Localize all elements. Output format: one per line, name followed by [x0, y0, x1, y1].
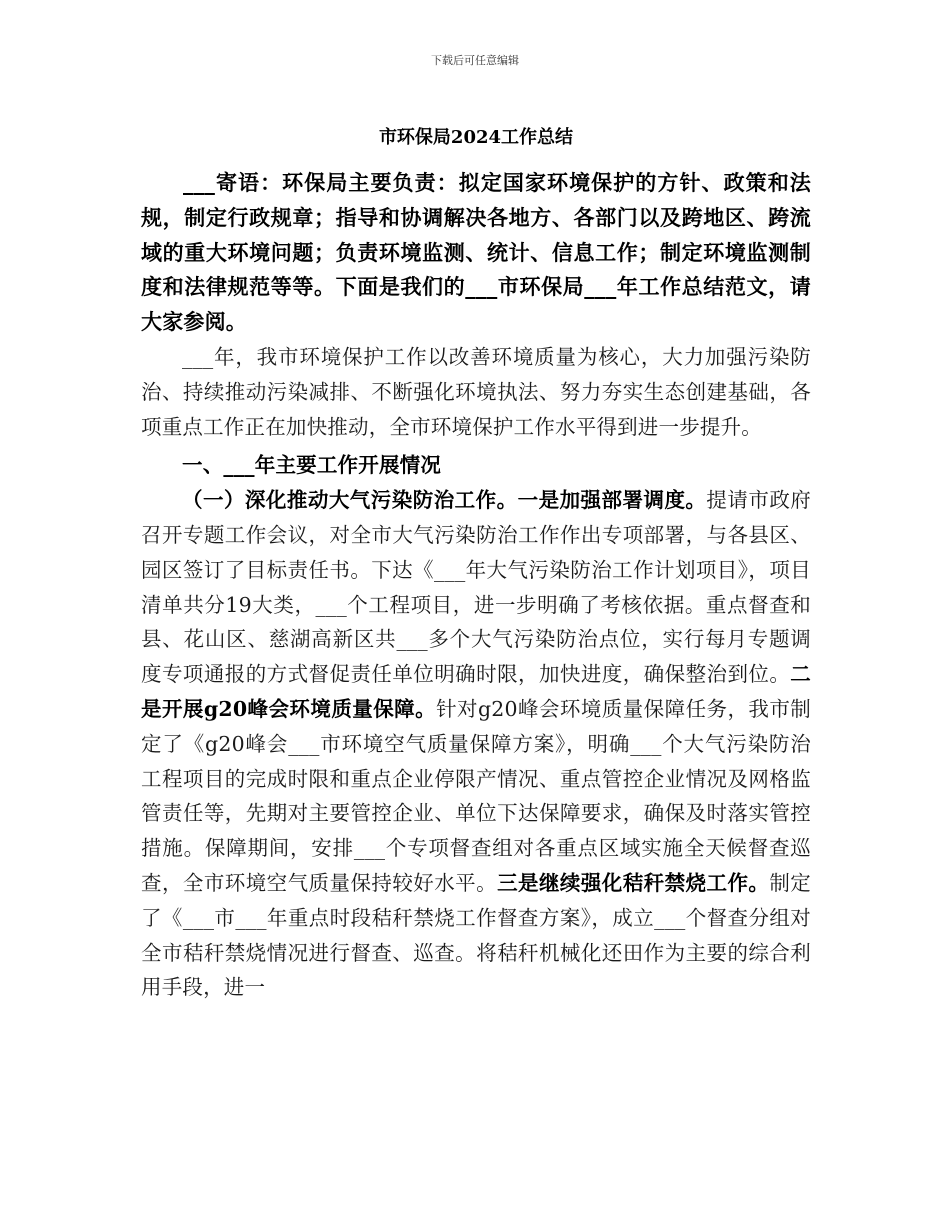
- section-heading: 一、___年主要工作开展情况: [182, 453, 442, 478]
- document-page: [141, 124, 811, 1005]
- header-note: 下载后可任意编辑: [431, 54, 519, 67]
- section-bold-2: 二是开展g20峰会环境质量保障。: [141, 662, 811, 721]
- section-lead-bold: （一）深化推动大气污染防治工作。一是加强部署调度。: [182, 488, 707, 513]
- document-title: 市环保局2024工作总结: [378, 127, 574, 148]
- section-text-2: 针对g20峰会环境质量保障任务，我市制定了《g20峰会___市环境空气质量保障方案》，明确___个大气污染防治工程项目的完成时限和重点企业停限产情况、重点管控企业情况及网格监管责任等，先期对主要管控企业、单位下达保障要求，确保及时落实管控措施。保障期间，安排___个专项督查组对各重点区域实施全天候督查巡查，全市环境空气质量保持较好水平。: [141, 696, 811, 895]
- section-text-3: 制定了《___市___年重点时段秸秆禁烧工作督查方案》，成立___个督查分组对全市秸秆禁烧情况进行督查、巡查。将秸秆机械化还田作为主要的综合利用手段，进一: [141, 870, 811, 1000]
- intro-paragraph: ___寄语：环保局主要负责：拟定国家环境保护的方针、政策和法规，制定行政规章；指导和协调解决各地方、各部门以及跨地区、跨流域的重大环境问题；负责环境监测、统计、信息工作；制定环境监测制度和法律规范等等。下面是我们的___市环保局___年工作总结范文，请大家参阅。: [141, 170, 811, 335]
- summary-paragraph: ___年，我市环境保护工作以改善环境质量为核心，大力加强污染防治、持续推动污染减排、不断强化环境执法、努力夯实生态创建基础，各项重点工作正在加快推动，全市环境保护工作水平得到进一步提升。: [141, 344, 811, 439]
- section-paragraph: [141, 483, 811, 1005]
- section-bold-3: 三是继续强化秸秆禁烧工作。: [497, 870, 770, 895]
- section-text-1: 提请市政府召开专题工作会议，对全市大气污染防治工作作出专项部署，与各县区、园区签订了目标责任书。下达《___年大气污染防治工作计划项目》，项目清单共分19大类，___个工程项目，进一步明确了考核依据。重点督查和县、花山区、慈湖高新区共___多个大气污染防治点位，实行每月专题调度专项通报的方式督促责任单位明确时限，加快进度，确保整治到位。: [141, 488, 812, 687]
